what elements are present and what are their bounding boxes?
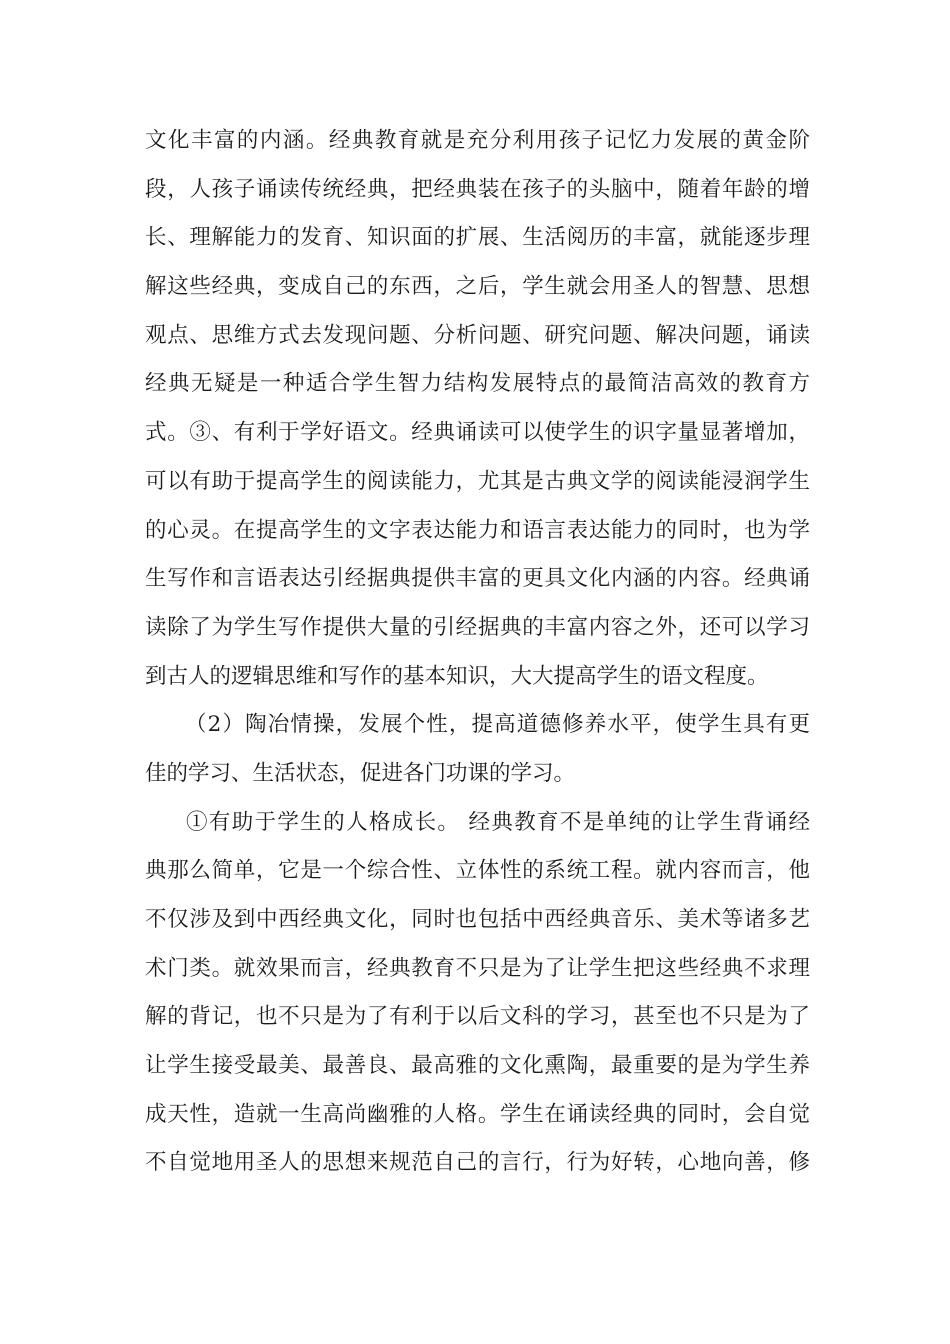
text-line: 佳的学习、生活状态，促进各门功课的学习。 <box>145 760 576 786</box>
text-line: 解这些经典，变成自己的东西，之后，学生就会用圣人的智慧、思想 <box>145 274 810 300</box>
paragraph-first-line: ①有助于学生的人格成长。 经典教育不是单纯的让学生背诵经 <box>186 809 810 835</box>
text-line: 术门类。就效果而言，经典教育不只是为了让学生把这些经典不求理 <box>145 955 810 981</box>
text-line: 成天性，造就一生高尚幽雅的人格。学生在诵读经典的同时，会自觉 <box>145 1101 810 1127</box>
text-line: 典那么简单，它是一个综合性、立体性的系统工程。就内容而言，他 <box>145 858 810 884</box>
text-line: 观点、思维方式去发现问题、分析问题、研究问题、解决问题，诵读 <box>145 322 810 348</box>
text-line: 的心灵。在提高学生的文字表达能力和语言表达能力的同时，也为学 <box>145 517 810 543</box>
text-line: 文化丰富的内涵。经典教育就是充分利用孩子记忆力发展的黄金阶 <box>145 128 810 153</box>
text-line: 式。③、有利于学好语文。经典诵读可以使学生的识字量显著增加， <box>145 420 810 446</box>
text-line: 让学生接受最美、最善良、最高雅的文化熏陶，最重要的是为学生养 <box>145 1053 810 1079</box>
text-line: 不仅涉及到中西经典文化，同时也包括中西经典音乐、美术等诸多艺 <box>145 907 810 932</box>
text-line: 经典无疑是一种适合学生智力结构发展特点的最简洁高效的教育方 <box>145 371 810 397</box>
text-line: 解的背记，也不只是为了有利于以后文科的学习，甚至也不只是为了 <box>145 1004 810 1030</box>
text-line: 到古人的逻辑思维和写作的基本知识，大大提高学生的语文程度。 <box>145 663 769 689</box>
text-line: 段，人孩子诵读传统经典，把经典装在孩子的头脑中，随着年龄的增 <box>145 176 810 202</box>
text-line: 长、理解能力的发育、知识面的扩展、生活阅历的丰富，就能逐步理 <box>145 225 810 251</box>
paragraph-heading-line: （2）陶冶情操，发展个性，提高道德修养水平，使学生具有更 <box>185 712 810 738</box>
text-line: 不自觉地用圣人的思想来规范自己的言行，行为好转，心地向善，修 <box>145 1150 810 1176</box>
text-line: 生写作和言语表达引经据典提供丰富的更具文化内涵的内容。经典诵 <box>145 566 810 592</box>
text-line: 可以有助于提高学生的阅读能力，尤其是古典文学的阅读能浸润学生 <box>145 468 810 494</box>
text-line: 读除了为学生写作提供大量的引经据典的丰富内容之外，还可以学习 <box>145 614 810 640</box>
document-body <box>145 117 810 1188</box>
